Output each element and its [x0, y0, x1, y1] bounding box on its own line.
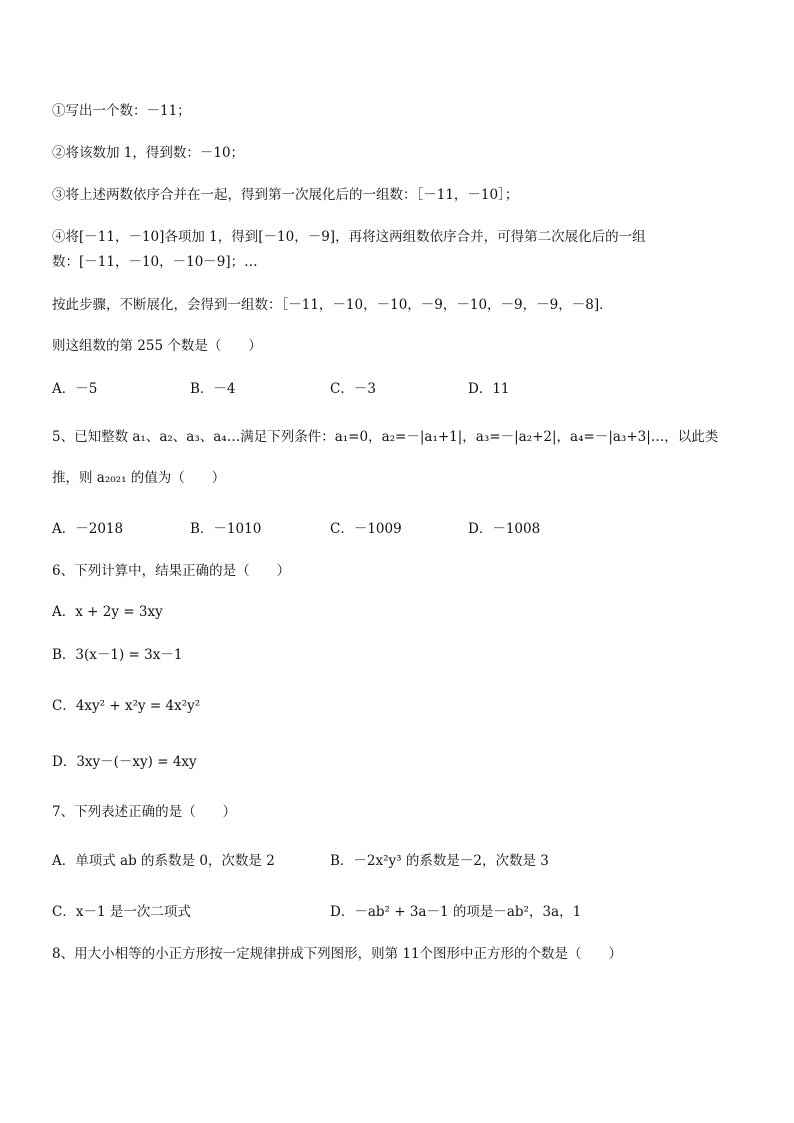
q5-option-b: B．－1010	[190, 521, 262, 537]
q7-option-d: D．－ab² + 3a－1 的项是－ab²，3a，1	[330, 904, 582, 920]
q6-option-a: A．x + 2y = 3xy	[52, 604, 163, 620]
question-6-stem: 6、下列计算中，结果正确的是（ ）	[52, 563, 291, 579]
q6-option-b: B．3(x－1) = 3x－1	[52, 647, 183, 663]
q5-option-c: C．－1009	[330, 521, 402, 537]
sequence-result-text: 按此步骤，不断展化，会得到一组数：［－11，－10，－10，－9，－10，－9，－9，－8]．	[52, 297, 613, 313]
step-2-text: ②将该数加 1，得到数：－10；	[52, 145, 245, 161]
q6-option-c: C．4xy² + x²y = 4x²y²	[52, 698, 201, 714]
question-4-stem: 则这组数的第 255 个数是（ ）	[52, 338, 262, 354]
question-5-stem-line1: 5、已知整数 a₁、a₂、a₃、a₄…满足下列条件：a₁=0，a₂=－|a₁+1|，a₃=－|a₂+2|，a₄=－|a₃+3|…，以此类	[52, 429, 719, 445]
q7-option-a: A．单项式 ab 的系数是 0，次数是 2	[52, 853, 275, 869]
question-8-stem: 8、用大小相等的小正方形按一定规律拼成下列图形，则第 11个图形中正方形的个数是（ ）	[52, 946, 623, 962]
step-4-continued-text: 数：[－11，－10，－10－9]；…	[52, 254, 258, 270]
q7-option-b: B．－2x²y³ 的系数是－2，次数是 3	[330, 853, 549, 869]
question-7-stem: 7、下列表述正确的是（ ）	[52, 804, 237, 820]
step-4-text: ④将[－11，－10]各项加 1，得到[－10，－9]，再将这两组数依序合并，可得第二次展化后的一组	[52, 229, 646, 245]
step-1-text: ①写出一个数：－11；	[52, 103, 191, 119]
q6-option-d: D．3xy－(－xy) = 4xy	[52, 754, 197, 770]
step-3-text: ③将上述两数依序合并在一起，得到第一次展化后的一组数：［－11，－10］；	[52, 187, 519, 203]
q4-option-b: B．－4	[190, 381, 236, 397]
q7-option-c: C．x－1 是一次二项式	[52, 904, 191, 920]
q5-option-d: D．－1008	[468, 521, 541, 537]
question-5-stem-line2: 推，则 a₂₀₂₁ 的值为（ ）	[52, 470, 226, 486]
q4-option-c: C．－3	[330, 381, 376, 397]
q4-option-a: A．－5	[52, 381, 98, 397]
q5-option-a: A．－2018	[52, 521, 124, 537]
q4-option-d: D．11	[468, 381, 510, 397]
